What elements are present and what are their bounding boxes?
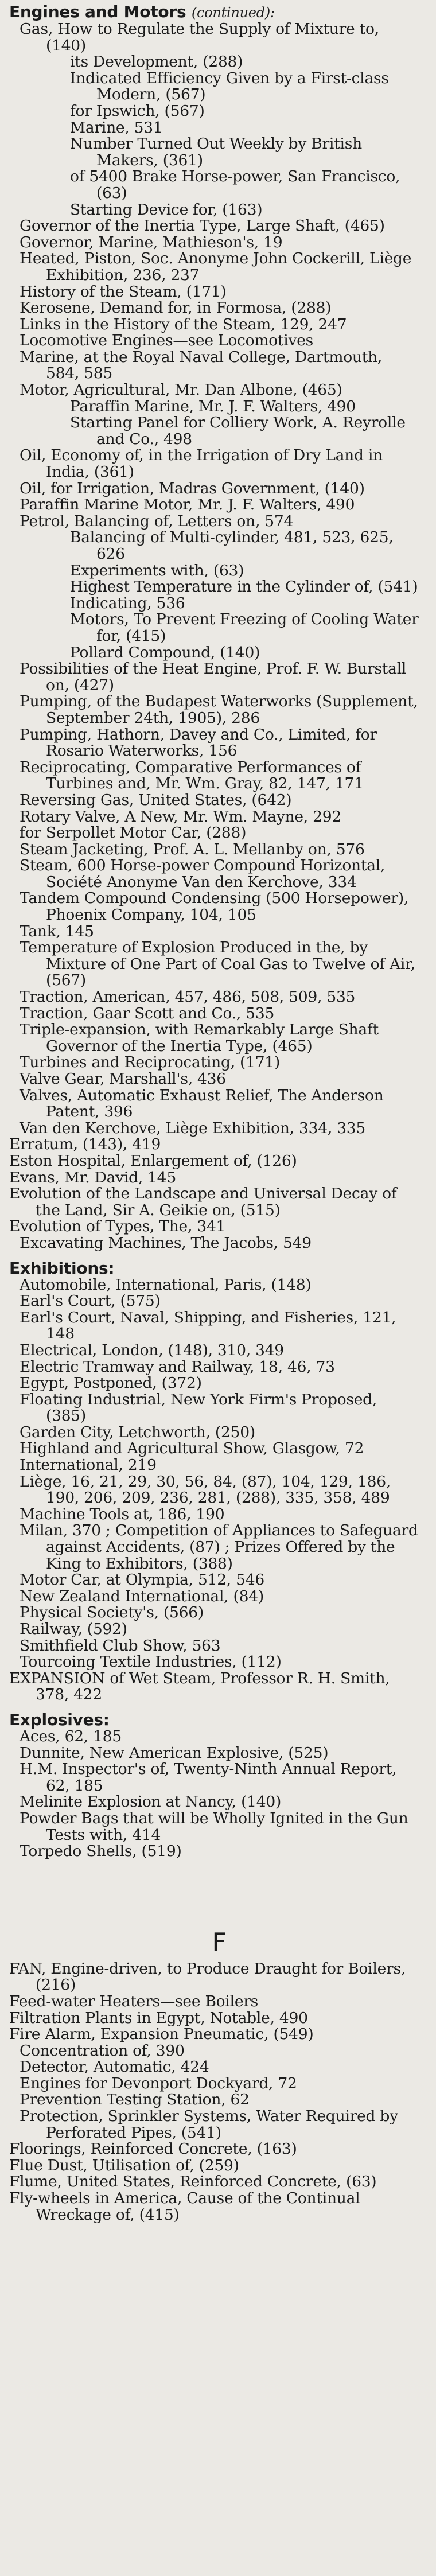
- letter-gap: [9, 1860, 420, 1929]
- index-entry: Marine, 531: [70, 118, 163, 137]
- index-entry: Engines for Devonport Dockyard, 72: [20, 2074, 297, 2092]
- index-entry: its Development, (288): [70, 53, 243, 71]
- index-entry: Pollard Compound, (140): [70, 643, 260, 661]
- index-entry: Governor, Marine, Mathieson's, 19: [20, 233, 283, 251]
- index-entry: Oil, for Irrigation, Madras Government, (140): [20, 479, 365, 497]
- index-entry: Electric Tramway and Railway, 18, 46, 73: [20, 1357, 335, 1376]
- index-entry: Machine Tools at, 186, 190: [20, 1505, 225, 1523]
- index-entry: of 5400 Brake Horse-power, San Francisco, (63): [70, 168, 400, 202]
- index-entry: Floating Industrial, New York Firm's Proposed, (385): [20, 1390, 377, 1425]
- section-heading-text: Exhibitions:: [9, 1258, 115, 1278]
- index-entry: Gas, How to Regulate the Supply of Mixture to, (140): [20, 20, 379, 55]
- index-entry: Concentration of, 390: [20, 2041, 185, 2060]
- index-entry: H.M. Inspector's of, Twenty-Ninth Annual Report, 62, 185: [20, 1760, 397, 1795]
- index-entry: Paraffin Marine Motor, Mr. J. F. Walters, 490: [20, 496, 355, 514]
- index-entry: Feed-water Heaters—see Boilers: [9, 1992, 259, 2010]
- index-entry: Milan, 370 ; Competition of Appliances to Safeguard against Accidents, (87) ; Prizes Offered by the King to Exhibitors, (388): [20, 1522, 418, 1573]
- index-entry: Traction, Gaar Scott and Co., 535: [20, 1004, 275, 1022]
- index-entry: Flume, United States, Reinforced Concrete, (63): [9, 2173, 377, 2191]
- section-heading-text: Engines and Motors: [9, 2, 186, 21]
- index-entry: Pumping, of the Budapest Waterworks (Supplement, September 24th, 1905), 286: [20, 692, 418, 727]
- index-entry: Tourcoing Textile Industries, (112): [20, 1653, 282, 1671]
- index-entry: Smithfield Club Show, 563: [20, 1636, 221, 1655]
- index-entry: Indicating, 536: [70, 594, 185, 612]
- index-entry: Paraffin Marine, Mr. J. F. Walters, 490: [70, 397, 356, 415]
- index-entry: Melinite Explosion at Nancy, (140): [20, 1793, 282, 1811]
- index-entry: Earl's Court, (575): [20, 1292, 161, 1310]
- index-entry: Experiments with, (63): [70, 561, 244, 579]
- index-entry: Links in the History of the Steam, 129, 247: [20, 315, 347, 333]
- index-entry: Kerosene, Demand for, in Formosa, (288): [20, 299, 332, 317]
- index-entry: Triple-expansion, with Remarkably Large Shaft Governor of the Inertia Type, (465): [20, 1021, 379, 1055]
- index-entry: Detector, Automatic, 424: [20, 2058, 209, 2076]
- index-entry: Marine, at the Royal Naval College, Dartmouth, 584, 585: [20, 348, 383, 383]
- index-entry: Railway, (592): [20, 1620, 127, 1638]
- index-entry: Starting Panel for Colliery Work, A. Reyrolle and Co., 498: [70, 414, 406, 448]
- index-entry: Balancing of Multi-cylinder, 481, 523, 625, 626: [70, 528, 394, 563]
- index-entry: Tank, 145: [20, 922, 94, 940]
- index-entry: Powder Bags that will be Wholly Ignited in the Gun Tests with, 414: [20, 1809, 408, 1844]
- index-entry: Possibilities of the Heat Engine, Prof. F. W. Burstall on, (427): [20, 660, 407, 694]
- letter-heading: F: [212, 1927, 227, 1957]
- index-entry: Highland and Agricultural Show, Glasgow, 72: [20, 1439, 364, 1458]
- index-entry: Erratum, (143), 419: [9, 1135, 161, 1154]
- index-entry: Motor Car, at Olympia, 512, 546: [20, 1571, 264, 1589]
- index-entry: Aces, 62, 185: [20, 1727, 122, 1745]
- index-entry: Indicated Efficiency Given by a First-class Modern, (567): [70, 69, 389, 104]
- index-entry: Starting Device for, (163): [70, 200, 263, 219]
- index-entry: Protection, Sprinkler Systems, Water Required by Perforated Pipes, (541): [20, 2107, 398, 2142]
- index-entry: Electrical, London, (148), 310, 349: [20, 1341, 284, 1359]
- index-entry: Heated, Piston, Soc. Anonyme John Cockerill, Liège Exhibition, 236, 237: [20, 250, 412, 284]
- index-entry: Motors, To Prevent Freezing of Cooling Water for, (415): [70, 610, 419, 645]
- index-entry: Evans, Mr. David, 145: [9, 1168, 176, 1186]
- index-entry: Locomotive Engines—see Locomotives: [20, 332, 314, 350]
- index-entry: Earl's Court, Naval, Shipping, and Fisheries, 121, 148: [20, 1308, 396, 1343]
- index-entry: Motor, Agricultural, Mr. Dan Albone, (465): [20, 381, 342, 399]
- index-entry: Valve Gear, Marshall's, 436: [20, 1070, 226, 1088]
- index-entry: Steam Jacketing, Prof. A. L. Mellanby on, 576: [20, 840, 365, 858]
- index-entry: Automobile, International, Paris, (148): [20, 1275, 312, 1294]
- index-entry: Liège, 16, 21, 29, 30, 56, 84, (87), 104, 129, 186, 190, 206, 209, 236, 281, (288), 335, 358, 489: [20, 1472, 391, 1507]
- index-entry: Evolution of the Landscape and Universal Decay of the Land, Sir A. Geikie on, (515): [9, 1185, 397, 1219]
- index-entry: Egypt, Postponed, (372): [20, 1374, 202, 1392]
- index-entry: Fly-wheels in America, Cause of the Continual Wreckage of, (415): [9, 2189, 360, 2224]
- index-column: [9, 3, 420, 2223]
- index-entry: Turbines and Reciprocating, (171): [20, 1053, 281, 1072]
- index-entry: Steam, 600 Horse-power Compound Horizontal, Société Anonyme Van den Kerchove, 334: [20, 857, 386, 891]
- index-entry: Fire Alarm, Expansion Pneumatic, (549): [9, 2025, 314, 2044]
- section-heading-text: Explosives:: [9, 1710, 110, 1729]
- index-entry: Governor of the Inertia Type, Large Shaft, (465): [20, 217, 385, 235]
- index-entry: Floorings, Reinforced Concrete, (163): [9, 2140, 297, 2158]
- index-entry: Torpedo Shells, (519): [20, 1842, 182, 1861]
- index-entry: Pumping, Hathorn, Davey and Co., Limited, for Rosario Waterworks, 156: [20, 725, 377, 760]
- index-entry: Tandem Compound Condensing (500 Horsepower), Phoenix Company, 104, 105: [20, 889, 409, 924]
- index-entry: Rotary Valve, A New, Mr. Wm. Mayne, 292: [20, 807, 341, 826]
- index-entry: Highest Temperature in the Cylinder of, (541): [70, 578, 418, 596]
- index-entry: Reversing Gas, United States, (642): [20, 791, 292, 809]
- index-entry: Filtration Plants in Egypt, Notable, 490: [9, 2009, 308, 2027]
- index-entry: Petrol, Balancing of, Letters on, 574: [20, 512, 294, 530]
- index-entry: FAN, Engine-driven, to Produce Draught for Boilers, (216): [9, 1959, 406, 1994]
- index-entry: Evolution of Types, The, 341: [9, 1217, 226, 1236]
- index-entry: Van den Kerchove, Liège Exhibition, 334, 335: [20, 1119, 366, 1137]
- index-entry: Garden City, Letchworth, (250): [20, 1423, 255, 1441]
- index-entry: Oil, Economy of, in the Irrigation of Dry Land in India, (361): [20, 446, 383, 481]
- index-entry: Temperature of Explosion Produced in the, by Mixture of One Part of Coal Gas to Twelve of Air, (567): [20, 939, 415, 990]
- section-heading: [9, 1711, 420, 1729]
- index-entry: Excavating Machines, The Jacobs, 549: [20, 1233, 312, 1252]
- section-heading: [9, 3, 420, 21]
- section-continued-note: (continued):: [191, 5, 275, 21]
- index-entry: Flue Dust, Utilisation of, (259): [9, 2156, 239, 2174]
- index-entry: Traction, American, 457, 486, 508, 509, 535: [20, 988, 356, 1006]
- index-entry: Physical Society's, (566): [20, 1604, 204, 1622]
- index-entry: for Ipswich, (567): [70, 102, 205, 120]
- index-entry: Prevention Testing Station, 62: [20, 2091, 250, 2109]
- index-entry: Number Turned Out Weekly by British Makers, (361): [70, 135, 362, 169]
- index-entry: Eston Hospital, Enlargement of, (126): [9, 1151, 297, 1170]
- index-entry: International, 219: [20, 1456, 157, 1474]
- index-entry: Valves, Automatic Exhaust Relief, The Anderson Patent, 396: [20, 1086, 384, 1121]
- index-entry: New Zealand International, (84): [20, 1587, 264, 1605]
- index-entry: for Serpollet Motor Car, (288): [20, 824, 247, 842]
- index-entry: Reciprocating, Comparative Performances of Turbines and, Mr. Wm. Gray, 82, 147, 171: [20, 758, 364, 793]
- index-entry: Dunnite, New American Explosive, (525): [20, 1744, 329, 1762]
- index-entry: EXPANSION of Wet Steam, Professor R. H. Smith, 378, 422: [9, 1669, 390, 1704]
- section-heading: [9, 1260, 420, 1277]
- index-entry: History of the Steam, (171): [20, 282, 227, 301]
